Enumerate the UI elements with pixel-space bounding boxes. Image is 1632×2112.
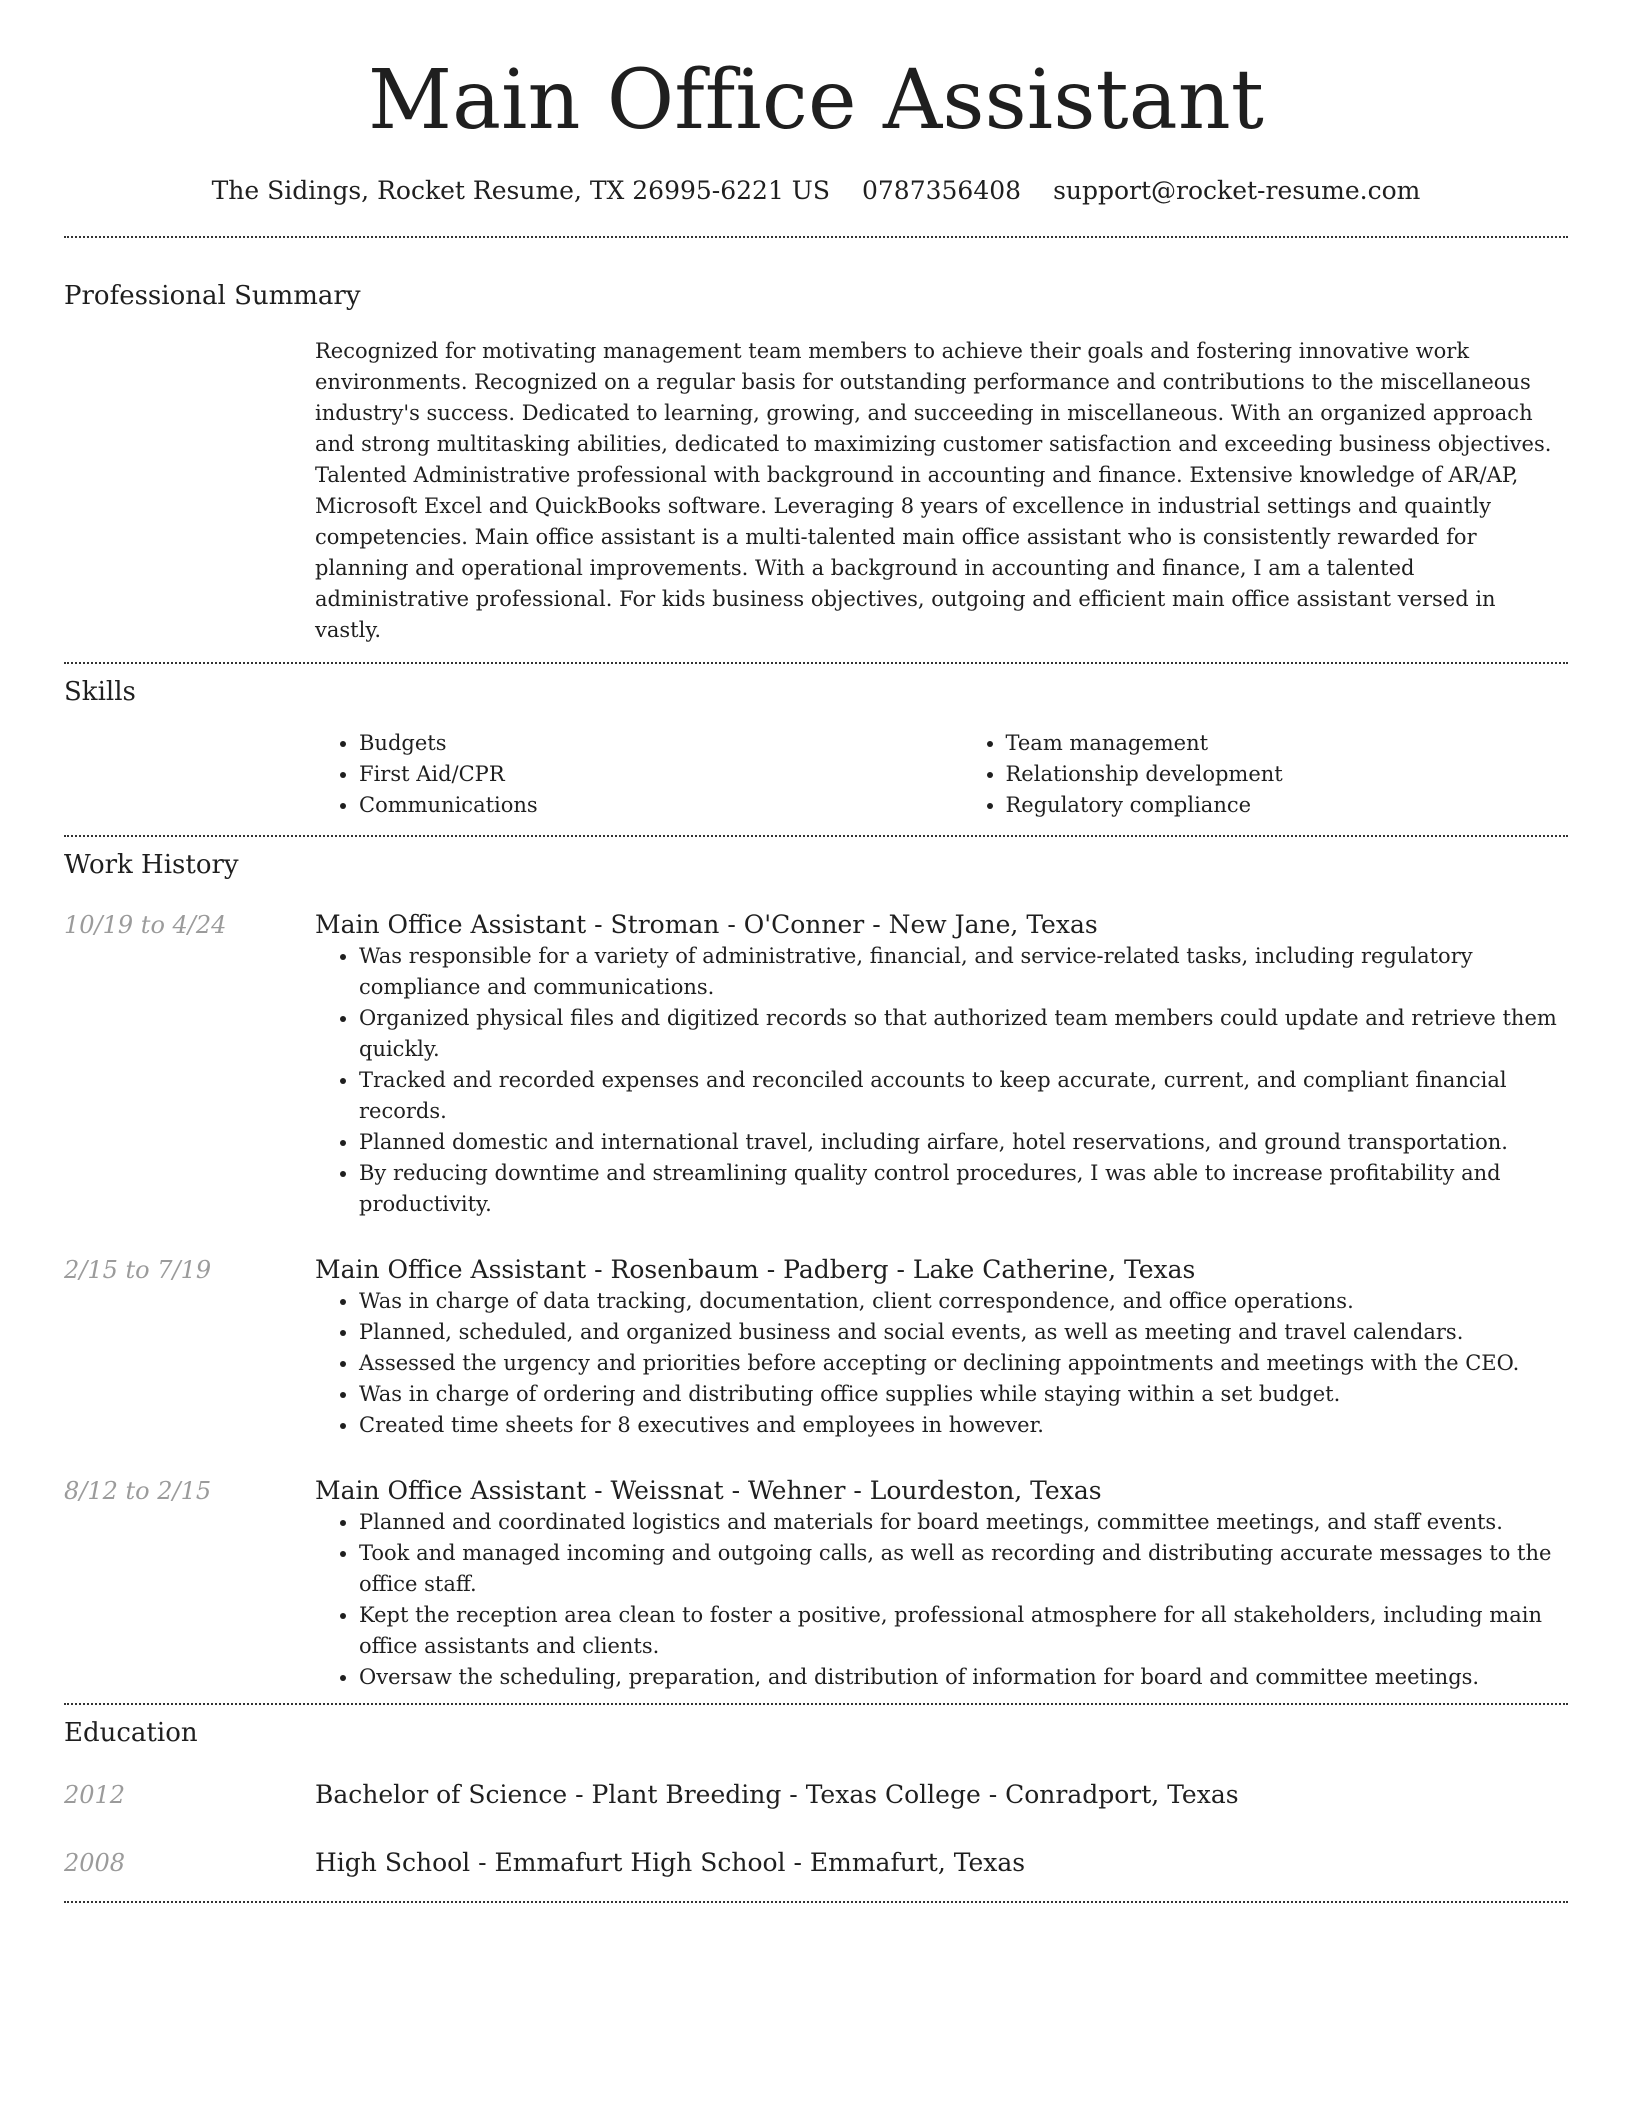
skills-column-left: [315, 728, 922, 821]
job-bullet: • Tracked and recorded expenses and reconciled accounts to keep accurate, current, and compliant financial records.: [359, 1065, 1568, 1127]
resume-header: [64, 0, 1568, 206]
job-dates: 8/12 to 2/15: [64, 1477, 212, 1505]
job-bullet: • By reducing downtime and streamlining quality control procedures, I was able to increase profitability and productivity.: [359, 1158, 1568, 1220]
skill-item: • Relationship development: [1006, 759, 1569, 790]
skill-item: • Budgets: [359, 728, 922, 759]
skill-item: • Communications: [359, 790, 922, 821]
job-entry: [64, 909, 1568, 1220]
summary-section-title: Professional Summary: [64, 281, 361, 311]
job-details: [315, 909, 1568, 1220]
job-bullet: • Was in charge of data tracking, documentation, client correspondence, and office operations.: [359, 1286, 1568, 1317]
header-divider: [64, 236, 1568, 238]
education-entry: [64, 1847, 1568, 1879]
contact-address: The Sidings, Rocket Resume, TX 26995-6221 US: [211, 176, 830, 205]
skills-divider: [64, 835, 1568, 837]
candidate-name: Main Office Assistant: [367, 53, 1265, 148]
education-divider: [64, 1901, 1568, 1903]
work-section-title: Work History: [64, 850, 239, 880]
work-divider: [64, 1703, 1568, 1705]
job-details: [315, 1254, 1568, 1441]
education-year: 2008: [64, 1849, 126, 1877]
skill-item: • First Aid/CPR: [359, 759, 922, 790]
job-bullets: [315, 941, 1568, 1220]
job-bullets: [315, 1507, 1568, 1693]
job-bullet: • Created time sheets for 8 executives and employees in however.: [359, 1410, 1568, 1441]
skill-item: • Regulatory compliance: [1006, 790, 1569, 821]
education-entry: [64, 1779, 1568, 1811]
education-section-title: Education: [64, 1718, 198, 1748]
job-heading: Main Office Assistant - Weissnat - Wehner - Lourdeston, Texas: [315, 1476, 1102, 1505]
summary-divider: [64, 662, 1568, 664]
job-bullets: [315, 1286, 1568, 1441]
job-entry: [64, 1254, 1568, 1441]
skills-section-title: Skills: [64, 677, 136, 707]
job-bullet: • Took and managed incoming and outgoing calls, as well as recording and distributing accurate messages to the office staff.: [359, 1538, 1568, 1600]
job-bullet: • Was responsible for a variety of administrative, financial, and service-related tasks, including regulatory compliance and communications.: [359, 941, 1568, 1003]
skills-list: [315, 728, 1568, 821]
summary-text: Recognized for motivating management team members to achieve their goals and fostering innovative work environments. Recognized on a regular basis for outstanding performance and contributions to the miscellaneous industry's success. Dedicated to learning, growing, and succeeding in miscellaneous. With an organized approach and strong multitasking abilities, dedicated to maximizing customer satisfaction and exceeding business objectives. Talented Administrative professional with background in accounting and finance. Extensive knowledge of AR/AP, Microsoft Excel and QuickBooks software. Leveraging 8 years of excellence in industrial settings and quaintly competencies. Main office assistant is a multi-talented main office assistant who is consistently rewarded for planning and operational improvements. With a background in accounting and finance, I am a talented administrative professional. For kids business objectives, outgoing and efficient main office assistant versed in vastly.: [315, 339, 1552, 642]
contact-email: support@rocket-resume.com: [1053, 176, 1421, 205]
job-heading: Main Office Assistant - Stroman - O'Conner - New Jane, Texas: [315, 910, 1098, 939]
job-details: [315, 1475, 1568, 1693]
contact-phone: 0787356408: [862, 176, 1022, 205]
education-details: Bachelor of Science - Plant Breeding - Texas College - Conradport, Texas: [315, 1780, 1239, 1809]
job-bullet: • Organized physical files and digitized records so that authorized team members could update and retrieve them quickly.: [359, 1003, 1568, 1065]
job-bullet: • Planned and coordinated logistics and materials for board meetings, committee meetings, and staff events.: [359, 1507, 1568, 1538]
job-bullet: • Kept the reception area clean to foster a positive, professional atmosphere for all stakeholders, including main office assistants and clients.: [359, 1600, 1568, 1662]
job-bullet: • Planned domestic and international travel, including airfare, hotel reservations, and ground transportation.: [359, 1127, 1568, 1158]
job-dates: 2/15 to 7/19: [64, 1256, 212, 1284]
job-bullet: • Planned, scheduled, and organized business and social events, as well as meeting and travel calendars.: [359, 1317, 1568, 1348]
job-bullet: • Oversaw the scheduling, preparation, and distribution of information for board and committee meetings.: [359, 1662, 1568, 1693]
skills-column-right: [962, 728, 1569, 821]
resume-page: [64, 0, 1568, 1903]
education-year: 2012: [64, 1781, 126, 1809]
job-bullet: • Was in charge of ordering and distributing office supplies while staying within a set budget.: [359, 1379, 1568, 1410]
job-dates: 10/19 to 4/24: [64, 911, 227, 939]
education-details: High School - Emmafurt High School - Emmafurt, Texas: [315, 1848, 1026, 1877]
contact-line: [64, 176, 1568, 206]
job-entry: [64, 1475, 1568, 1693]
job-bullet: • Assessed the urgency and priorities before accepting or declining appointments and meetings with the CEO.: [359, 1348, 1568, 1379]
skill-item: • Team management: [1006, 728, 1569, 759]
job-heading: Main Office Assistant - Rosenbaum - Padberg - Lake Catherine, Texas: [315, 1255, 1196, 1284]
